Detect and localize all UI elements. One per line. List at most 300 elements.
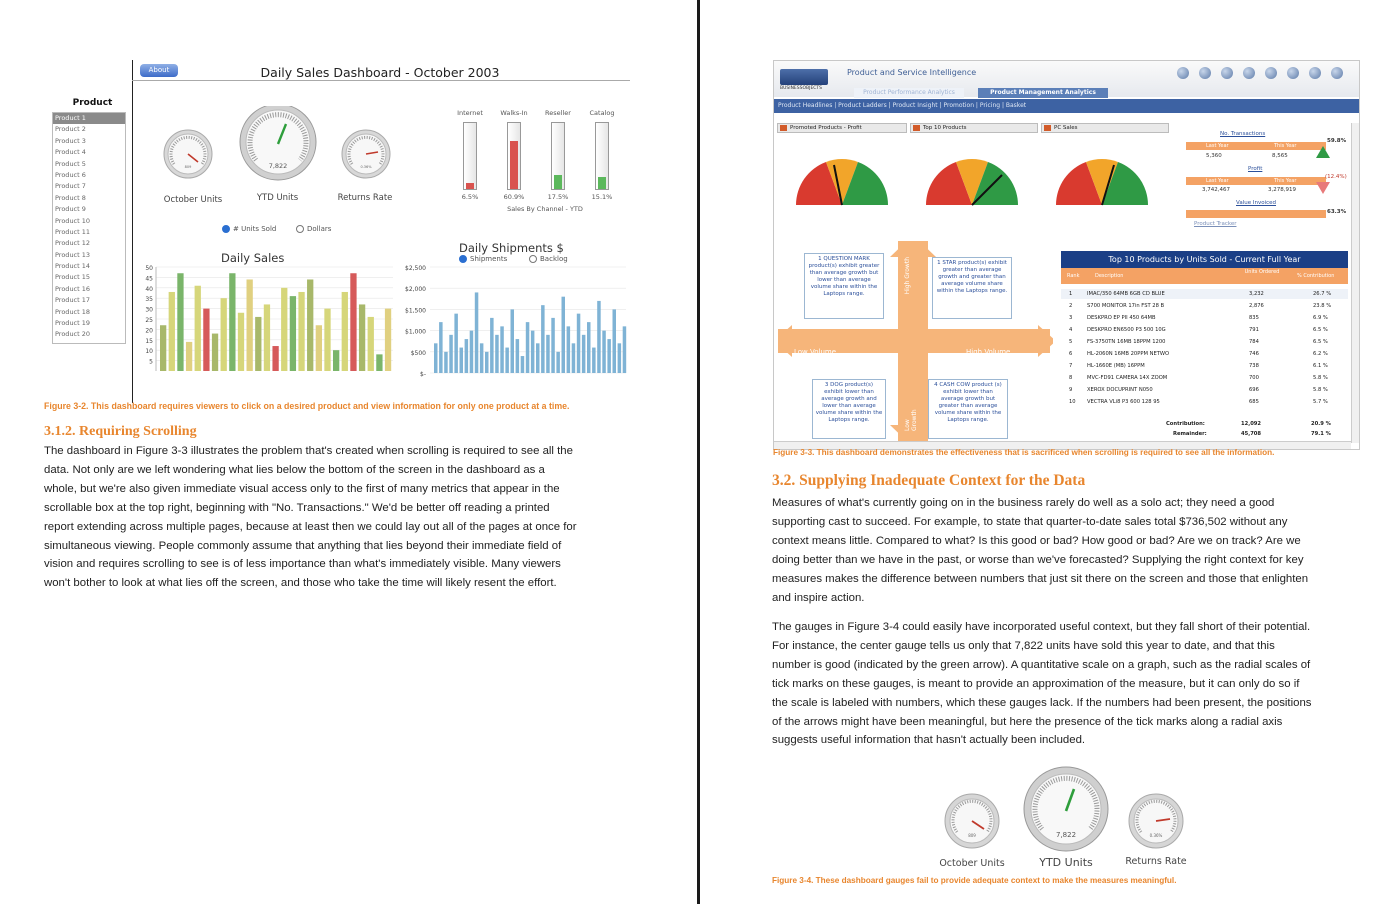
product-list-item[interactable]: Product 2: [55, 125, 86, 134]
daily-shipment-bar: [546, 335, 550, 373]
channel-thermometer: [551, 122, 565, 190]
contribution-row: [1061, 419, 1348, 429]
product-list-item[interactable]: Product 9: [55, 205, 86, 214]
daily-shipment-bar: [465, 339, 469, 373]
dashboard-title: Daily Sales Dashboard - October 2003: [260, 65, 500, 80]
daily-shipments-title: Daily Shipments $: [459, 241, 564, 255]
dog-quadrant[interactable]: 3 DOG product(s) exhibit lower than average growth and lower than average volume share within the Laptops range.: [812, 379, 886, 439]
daily-shipment-bar: [536, 343, 540, 373]
daily-shipment-bar: [582, 335, 586, 373]
this-year-label: This Year: [1274, 178, 1297, 184]
toolbar-icon[interactable]: [1199, 67, 1211, 79]
table-cell: 5.8 %: [1313, 375, 1328, 381]
table-cell: 791: [1249, 327, 1259, 333]
paragraph-line: For instance, the center gauge tells us only that 7,822 units have sold this year to date, and that this: [772, 639, 1275, 652]
shipments-label: Shipments: [470, 255, 508, 263]
product-list-item[interactable]: Product 3: [55, 136, 86, 145]
table-cell: 6.9 %: [1313, 315, 1328, 321]
last-year-label: Last Year: [1206, 143, 1229, 149]
paragraph-context-1: [772, 494, 1372, 607]
y-tick-label: $-: [420, 371, 426, 378]
table-row[interactable]: [1061, 361, 1348, 371]
table-cell: 7: [1069, 363, 1073, 369]
table-cell: 6.5 %: [1313, 339, 1328, 345]
daily-sales-bar: [350, 273, 356, 371]
panel-title: PC Sales: [1054, 125, 1078, 131]
paragraph-context-2: [772, 618, 1372, 750]
paragraph-requiring-scrolling: [44, 442, 684, 593]
table-cell: 746: [1249, 351, 1259, 357]
returns-rate-gauge: [342, 130, 390, 178]
backlog-label: Backlog: [540, 255, 568, 263]
table-row[interactable]: [1061, 349, 1348, 359]
y-tick-label: $1,000: [405, 328, 426, 336]
col-rank: Rank: [1067, 273, 1080, 279]
figure-3-3-caption: Figure 3-3. This dashboard demonstrates the effectiveness that is sacrificed when scrolling is required to see all the information.: [773, 448, 1275, 457]
table-cell: 8: [1069, 375, 1073, 381]
table-cell: 3,232: [1249, 291, 1264, 297]
panel-icon: [1044, 125, 1051, 131]
daily-sales-bar: [376, 354, 382, 371]
returns-rate-label: Returns Rate: [337, 193, 393, 203]
y-tick-label: $2,500: [405, 265, 426, 272]
paragraph-line: data. Not only are we left wondering what lies below the bottom of the screen in the dashboard as a: [44, 463, 545, 476]
toolbar-icon[interactable]: [1331, 67, 1343, 79]
product-list-item[interactable]: Product 5: [55, 159, 86, 168]
trans-last-value: 5,360: [1206, 153, 1222, 159]
product-list-item[interactable]: Product 8: [55, 193, 86, 202]
daily-shipment-bar: [551, 318, 555, 373]
daily-shipment-bar: [444, 352, 448, 373]
daily-sales-bar: [203, 309, 209, 371]
no-transactions-link[interactable]: No. Transactions: [1220, 131, 1266, 137]
y-tick-label: 50: [145, 265, 153, 272]
daily-shipment-bar: [449, 335, 453, 373]
contribution-label: Contribution:: [1166, 421, 1205, 427]
last-year-label: Last Year: [1206, 178, 1229, 184]
gauge-group: [158, 106, 408, 196]
daily-sales-bar: [359, 304, 365, 371]
low-growth-label: Low Growth: [904, 409, 918, 431]
dollars-label: Dollars: [307, 225, 332, 233]
channel-header: Reseller: [545, 109, 571, 117]
product-list-item[interactable]: Product 18: [55, 307, 91, 316]
table-cell: 9: [1069, 387, 1073, 393]
y-tick-label: 25: [145, 317, 153, 324]
product-list-item[interactable]: Product 13: [55, 250, 91, 259]
channel-header: Internet: [457, 109, 483, 117]
radio-icon: [296, 225, 304, 233]
table-cell: 700: [1249, 375, 1259, 381]
svg-text:7,822: 7,822: [1055, 831, 1077, 839]
channel-fill: [554, 175, 562, 189]
svg-text:809: 809: [968, 833, 976, 838]
daily-sales-bar: [316, 325, 322, 371]
table-cell: 5.8 %: [1313, 387, 1328, 393]
table-cell: 696: [1249, 387, 1259, 393]
panel-pc-sales[interactable]: [1041, 123, 1169, 133]
radio-icon: [529, 255, 537, 263]
october-units-gauge: [945, 794, 999, 848]
col-units: Units Ordered: [1244, 269, 1280, 275]
daily-shipment-bar: [511, 309, 515, 373]
daily-sales-bar: [342, 292, 348, 371]
panel-icon: [913, 125, 920, 131]
daily-sales-title: Daily Sales: [221, 251, 285, 265]
product-list-item[interactable]: Product 10: [55, 216, 91, 225]
y-tick-label: 40: [145, 285, 153, 293]
daily-shipment-bar: [623, 326, 627, 373]
y-tick-label: $2,000: [405, 286, 426, 294]
ytd-units-label: YTD Units: [1039, 856, 1093, 869]
channel-thermometer: [507, 122, 521, 190]
figure-3-4-caption: Figure 3-4. These dashboard gauges fail to provide adequate context to make the measures meaningful.: [772, 876, 1177, 885]
daily-shipment-bar: [480, 343, 484, 373]
daily-sales-bar: [307, 279, 313, 371]
high-growth-label: High Growth: [904, 257, 911, 295]
daily-shipment-bar: [597, 301, 601, 373]
product-list-item[interactable]: Product 4: [55, 148, 86, 157]
daily-shipment-bar: [500, 326, 504, 373]
toolbar-icon[interactable]: [1287, 67, 1299, 79]
paragraph-line: and inspire action.: [772, 591, 865, 604]
table-cell: 685: [1249, 399, 1259, 405]
channel-value: 17.5%: [547, 193, 569, 201]
section-nav[interactable]: Product Headlines | Product Ladders | Product Insight | Promotion | Pricing | Basket: [774, 99, 1360, 113]
product-list-item[interactable]: Product 14: [55, 262, 91, 271]
y-tick-label: 15: [145, 337, 153, 345]
product-list-item[interactable]: Product 11: [55, 227, 91, 236]
value-invoiced-link[interactable]: Value Invoiced: [1236, 200, 1277, 206]
table-row[interactable]: [1061, 373, 1348, 383]
paragraph-line: simultaneous viewing. People commonly assume that anything that lies beyond their immediate field of: [44, 539, 562, 552]
table-cell: 738: [1249, 363, 1259, 369]
paragraph-line: supporting cast to succeed. For example, to state that quarter-to-date sales total $736,502 without any: [772, 515, 1288, 528]
tab-product-management[interactable]: Product Management Analytics: [978, 88, 1108, 98]
table-cell: DESKPRO EP PII 450 64MB: [1087, 315, 1156, 321]
businessobjects-logo: [780, 69, 828, 85]
paragraph-line: context means little. Compared to what? Is this good or bad? How good or bad? Are we on track? Are we: [772, 534, 1301, 547]
y-tick-label: 20: [145, 327, 153, 335]
table-row[interactable]: [1061, 337, 1348, 347]
gauge-group: [940, 765, 1200, 855]
svg-text:0.36%: 0.36%: [1149, 833, 1163, 838]
remainder-units: 45,708: [1241, 431, 1262, 437]
profit-header-row: [1186, 177, 1326, 185]
daily-sales-bar: [290, 296, 296, 371]
daily-sales-bar: [169, 292, 175, 371]
app-title: Product and Service Intelligence: [847, 68, 977, 77]
daily-shipment-bar: [516, 339, 520, 373]
daily-sales-bar: [186, 342, 192, 371]
daily-shipment-bar: [587, 322, 591, 373]
heading-3-1-2: 3.1.2. Requiring Scrolling: [44, 424, 197, 439]
daily-shipment-bar: [572, 343, 576, 373]
panel-promoted-products[interactable]: [777, 123, 907, 133]
product-list-item[interactable]: Product 15: [55, 273, 91, 282]
daily-sales-bar: [264, 304, 270, 371]
up-arrow-icon: [1316, 146, 1330, 158]
daily-sales-bar: [255, 317, 261, 371]
daily-shipment-bar: [521, 356, 525, 373]
units-sold-label: # Units Sold: [233, 225, 277, 233]
product-list[interactable]: [52, 112, 126, 344]
radio-selected-icon: [459, 255, 467, 263]
trans-pct: 59.8%: [1327, 138, 1347, 144]
daily-shipment-bar: [434, 343, 438, 373]
paragraph-line: doing better than we have in the past, or worse than we've forecasted? Supplying the right context for key: [772, 553, 1304, 566]
channel-value: 6.5%: [461, 193, 479, 201]
daily-sales-bar: [324, 309, 330, 371]
about-button[interactable]: About: [140, 64, 178, 77]
table-cell: 6.5 %: [1313, 327, 1328, 333]
this-year-label: This Year: [1274, 143, 1297, 149]
vertical-scrollbar[interactable]: [1351, 123, 1360, 443]
paragraph-line: report extending across multiple pages, because at least then we could lay out all of the pages at once for: [44, 520, 577, 533]
channel-fill: [598, 177, 606, 189]
daily-sales-bar: [212, 334, 218, 371]
toolbar-icon[interactable]: [1243, 67, 1255, 79]
dashboard-left-rule: [132, 60, 133, 403]
daily-sales-bar: [272, 346, 278, 371]
daily-sales-bar: [333, 350, 339, 371]
table-cell: XEROX DOCUPRINT N050: [1087, 387, 1153, 393]
product-list-item[interactable]: Product 20: [55, 330, 91, 339]
returns-rate-gauge: [1129, 794, 1183, 848]
product-list-item[interactable]: Product 6: [55, 170, 86, 179]
table-cell: FS-3750TN 16MB 18PPM 1200: [1087, 339, 1166, 345]
product-tracker-link[interactable]: Product Tracker: [1194, 221, 1237, 227]
table-cell: 784: [1249, 339, 1259, 345]
daily-shipment-bar: [592, 348, 596, 373]
daily-shipment-bar: [556, 352, 560, 373]
product-list-item[interactable]: Product 7: [55, 182, 86, 191]
paragraph-line: suggests useful information that hasn't actually been included.: [772, 734, 1086, 747]
paragraph-line: of the arrows might have been meaningful, but here the presence of the tick marks along a radial axis: [772, 715, 1283, 728]
sales-by-channel-title: Sales By Channel - YTD: [507, 205, 583, 213]
paragraph-line: the scale is labeled with numbers, which these gauges lack. If the numbers had been present, the positions: [772, 696, 1312, 709]
speedometer-gauge: [1056, 159, 1148, 205]
channel-header: Catalog: [589, 109, 615, 117]
october-units-label: October Units: [939, 858, 1005, 869]
table-cell: 5: [1069, 339, 1073, 345]
panel-icon: [780, 125, 787, 131]
dashboard-top-rule: [132, 80, 630, 81]
table-cell: HL-2060N 16MB 20PPM NETWO: [1087, 351, 1170, 357]
cash-cow-quadrant[interactable]: 4 CASH COW product (s) exhibit lower than average growth but greater than average volume share within the Laptops range.: [928, 379, 1008, 439]
paragraph-line: Measures of what's currently going on in the business rarely do well as a solo act; they need a good: [772, 497, 1275, 509]
units-sold-toggle[interactable]: [222, 225, 276, 233]
value-invoiced-row: [1186, 210, 1326, 218]
daily-shipment-bar: [577, 314, 581, 373]
table-cell: 1: [1069, 291, 1073, 297]
daily-shipment-bar: [460, 348, 464, 373]
figure-3-3-dashboard: [773, 60, 1360, 450]
backlog-toggle[interactable]: [529, 255, 568, 263]
table-cell: DESKPRO EN6500 P3 500 10G: [1087, 327, 1166, 333]
top10-title: Top 10 Products by Units Sold - Current Full Year: [1061, 251, 1348, 268]
profit-this-value: 3,278,919: [1268, 187, 1296, 193]
paragraph-line: measures makes the difference between numbers that just sit there on the screen and those that enlighten: [772, 572, 1309, 585]
daily-shipment-bar: [613, 309, 617, 373]
daily-shipment-bar: [505, 348, 509, 373]
table-cell: 835: [1249, 315, 1259, 321]
trans-header-row: [1186, 142, 1326, 150]
table-cell: 26.7 %: [1313, 291, 1332, 297]
channel-thermometer: [463, 122, 477, 190]
speedometer-gauge: [796, 159, 888, 205]
radio-selected-icon: [222, 225, 230, 233]
paragraph-line: The dashboard in Figure 3-3 illustrates the problem that's created when scrolling is required to see all the: [44, 445, 573, 457]
daily-sales-chart: [138, 263, 398, 398]
paragraph-line: scrollable box at the top right, beginning with "No. Transactions." We'd be better off reading a printed: [44, 501, 550, 514]
daily-shipment-bar: [475, 292, 479, 373]
page-divider: [697, 0, 700, 904]
tab-product-performance[interactable]: Product Performance Analytics: [854, 88, 964, 98]
daily-shipment-bar: [567, 326, 571, 373]
daily-shipment-bar: [490, 318, 494, 373]
table-cell: HL-1660E (MB) 16PPM: [1087, 363, 1145, 369]
star-quadrant[interactable]: 1 STAR product(s) exhibit greater than average growth and greater than average volume share within the Laptops range.: [932, 257, 1012, 319]
table-cell: 23.8 %: [1313, 303, 1332, 309]
table-cell: MVC-FD91 CAMERA 14X ZOOM: [1087, 375, 1168, 381]
paragraph-line: vision and requires scrolling to see is of less importance than what's immediately visible. Many viewers: [44, 558, 561, 571]
toolbar-icon[interactable]: [1309, 67, 1321, 79]
high-volume-label: High Volume: [966, 348, 1011, 356]
channel-value: 15.1%: [591, 193, 613, 201]
y-tick-label: $500: [410, 349, 426, 357]
profit-last-value: 3,742,467: [1202, 187, 1230, 193]
ytd-units-label: YTD Units: [256, 193, 299, 203]
panel-top-10-products[interactable]: [910, 123, 1038, 133]
speedometer-gauge: [926, 159, 1018, 205]
product-list-header: Product: [72, 98, 113, 108]
channel-header: Walks-In: [500, 109, 528, 117]
table-cell: 10: [1069, 399, 1076, 405]
toolbar-icon[interactable]: [1265, 67, 1277, 79]
paragraph-line: number is good (indicated by the green arrow). A quantitative scale on a graph, such as the radial scales of: [772, 658, 1311, 671]
table-row[interactable]: [1061, 385, 1348, 395]
down-arrow-icon: [1316, 182, 1330, 194]
dollars-toggle[interactable]: [296, 225, 331, 233]
col-description: Description: [1095, 273, 1124, 279]
daily-shipment-bar: [526, 322, 530, 373]
y-tick-label: $1,500: [405, 307, 426, 315]
top10-column-header: [1061, 268, 1348, 284]
table-cell: VECTRA VLi8 P3 600 128 95: [1087, 399, 1160, 405]
panel-title: Top 10 Products: [923, 125, 967, 131]
logo-text: BUSINESSOBJECTS: [780, 86, 823, 91]
toolbar-icon[interactable]: [1177, 67, 1189, 79]
table-cell: S700 MONITOR 17in FST 28 B: [1087, 303, 1165, 309]
product-list-item[interactable]: Product 19: [55, 319, 91, 328]
daily-shipment-bar: [485, 352, 489, 373]
product-list-item[interactable]: Product 1: [53, 113, 125, 124]
trans-this-value: 8,565: [1272, 153, 1288, 159]
table-cell: 3: [1069, 315, 1073, 321]
remainder-label: Remainder:: [1173, 431, 1207, 437]
daily-sales-bar: [281, 288, 287, 371]
figure-3-4-gauges: [940, 765, 1200, 873]
channel-fill: [510, 141, 518, 189]
daily-sales-bar: [368, 317, 374, 371]
daily-sales-bar: [238, 313, 244, 371]
figure-3-2-dashboard: [40, 58, 640, 403]
table-row[interactable]: [1061, 397, 1348, 407]
svg-text:809: 809: [184, 165, 192, 169]
daily-sales-bar: [160, 325, 166, 371]
table-cell: 6.2 %: [1313, 351, 1328, 357]
shipments-toggle[interactable]: [459, 255, 507, 263]
table-cell: 2,876: [1249, 303, 1264, 309]
y-tick-label: 30: [145, 306, 153, 314]
table-row[interactable]: [1061, 325, 1348, 335]
daily-shipment-bar: [439, 322, 443, 373]
contribution-units: 12,092: [1241, 421, 1262, 427]
daily-shipment-bar: [470, 331, 474, 373]
daily-shipment-bar: [541, 305, 545, 373]
daily-shipment-bar: [495, 335, 499, 373]
daily-sales-bar: [229, 273, 235, 371]
y-tick-label: 35: [145, 296, 153, 304]
figure-3-2-caption: Figure 3-2. This dashboard requires viewers to click on a desired product and view information for only one product at a time.: [44, 401, 570, 411]
table-cell: 6: [1069, 351, 1073, 357]
value-invoiced-pct: 63.3%: [1327, 209, 1347, 215]
toolbar-icon[interactable]: [1221, 67, 1233, 79]
profit-pct: (12.4%): [1325, 174, 1347, 180]
low-volume-label: Low Volume: [794, 348, 837, 356]
question-mark-quadrant[interactable]: 1 QUESTION MARK product(s) exhibit greater than average growth but lower than average volume share within the Laptops range.: [804, 253, 884, 319]
channel-thermometer: [595, 122, 609, 190]
table-cell: IMAC/350 64MB 6GB CD BLUE: [1087, 291, 1165, 297]
table-row[interactable]: [1061, 289, 1348, 299]
contribution-pct: 20.9 %: [1311, 421, 1331, 427]
speedometer-row: [774, 133, 1174, 233]
y-tick-label: 10: [145, 348, 153, 356]
product-list-item[interactable]: Product 12: [55, 239, 91, 248]
daily-shipment-bar: [607, 339, 611, 373]
daily-sales-bar: [247, 279, 253, 371]
daily-shipment-bar: [618, 343, 622, 373]
table-cell: 4: [1069, 327, 1073, 333]
paragraph-line: tick marks on these gauges, is meant to provide an approximation of the measure, but it can only do so if: [772, 677, 1300, 690]
table-row[interactable]: [1061, 301, 1348, 311]
daily-sales-bar: [221, 298, 227, 371]
profit-link[interactable]: Profit: [1248, 166, 1263, 172]
channel-fill: [466, 183, 474, 189]
table-row[interactable]: [1061, 313, 1348, 323]
paragraph-line: won't bother to look at what lies off the screen, and those who take the time will likely resent the effort.: [44, 577, 557, 590]
product-list-item[interactable]: Product 17: [55, 296, 91, 305]
returns-rate-label: Returns Rate: [1125, 856, 1187, 867]
product-list-item[interactable]: Product 16: [55, 284, 91, 293]
paragraph-line: whole, but we're also given immediate visual access only to the first of many metrics that appear in the: [44, 482, 560, 495]
table-cell: 6.1 %: [1313, 363, 1328, 369]
svg-text:7,822: 7,822: [268, 162, 288, 170]
heading-3-2: 3.2. Supplying Inadequate Context for the Data: [772, 472, 1086, 489]
channel-value: 60.9%: [503, 193, 525, 201]
daily-shipment-bar: [531, 331, 535, 373]
y-tick-label: 45: [145, 275, 153, 283]
daily-sales-bar: [298, 292, 304, 371]
daily-shipment-bar: [602, 331, 606, 373]
daily-shipment-bar: [562, 297, 566, 373]
daily-sales-bar: [195, 286, 201, 371]
daily-shipment-bar: [454, 314, 458, 373]
table-cell: 2: [1069, 303, 1073, 309]
panel-title: Promoted Products - Profit: [790, 125, 862, 131]
paragraph-line: The gauges in Figure 3-4 could easily have incorporated useful context, but they fall short of their potential.: [772, 621, 1311, 633]
